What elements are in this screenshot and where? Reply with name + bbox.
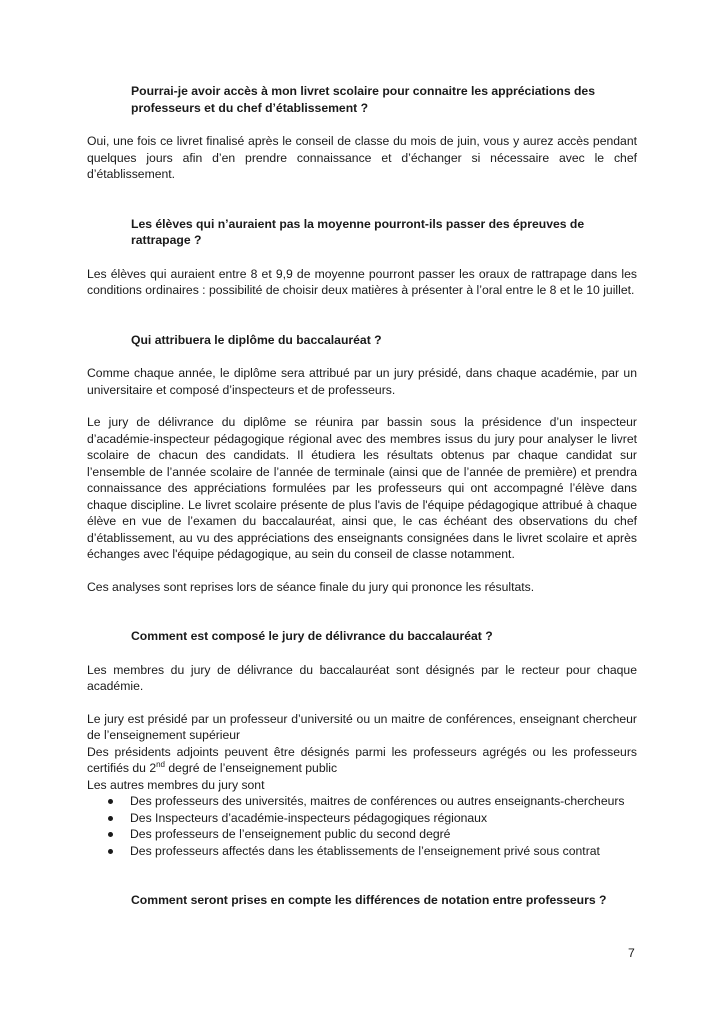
list-item-text: Des professeurs de l’enseignement public du second degré [130,827,451,841]
answer-paragraph: Comme chaque année, le diplôme sera attribué par un jury présidé, dans chaque académie, par un universitaire et composé d’inspecteurs et de professeurs. [87,366,637,397]
jury-adjoints-line [87,744,637,777]
bullet-icon [108,799,113,804]
bullet-icon [108,849,113,854]
question-heading: Qui attribuera le diplôme du baccalauréat ? [131,332,382,347]
answer-paragraph: Les membres du jury de délivrance du baccalauréat sont désignés par le recteur pour chaque académie. [87,662,637,693]
answer-paragraph: Le jury de délivrance du diplôme se réunira par bassin sous la présidence d’un inspecteur d’académie-inspecteur pédagogique régional avec des membres issus du jury pour analyser le livret scolaire de chacun des candidats. Il étudiera les résultats obtenus par chaque candidat sur l’ensemble de l’année scolaire de l’année de terminale (ainsi que de l’année de première) et prendra connaissance des appréciations formulées par les professeurs qui ont accompagné l’élève dans chaque discipline. Le livret scolaire présente de plus l'avis de l'équipe pédagogique attribué à chaque élève en vue de l’examen du baccalauréat, ainsi que, le cas échéant des observations du chef d’établissement, au vu des appréciations des enseignants consignées dans le livret scolaire et après échanges avec l'équipe pédagogique, au sein du conseil de classe notamment. [87,415,637,561]
page-number: 7 [628,946,635,960]
question-heading: Les élèves qui n’auraient pas la moyenne pourront-ils passer des épreuves de rattrapage ? [131,216,585,247]
list-item-text: Des professeurs affectés dans les établissements de l’enseignement privé sous contrat [130,843,600,858]
question-heading: Pourrai-je avoir accès à mon livret scolaire pour connaitre les appréciations des professeurs et du chef d’établissement ? [131,84,595,115]
page-content [87,83,637,909]
answer-paragraph: Les élèves qui auraient entre 8 et 9,9 de moyenne pourront passer les oraux de rattrapage dans les conditions ordinaires : possibilité de choisir deux matières à présenter à l’oral entre le 8 et le 10 juillet. [87,266,637,297]
list-item-text: Des professeurs des universités, maitres de conférences ou autres enseignants-chercheurs [130,794,625,808]
jury-members-list [87,793,637,859]
answer-paragraph: Ces analyses sont reprises lors de séance finale du jury qui prononce les résultats. [87,579,535,594]
jury-adjoints-text-end: degré de l’enseignement public [165,761,338,775]
question-heading: Comment est composé le jury de délivrance du baccalauréat ? [131,629,493,643]
jury-adjoints-text: Des présidents adjoints peuvent être désignés parmi les professeurs agrégés ou les professeurs certifiés du 2 [87,744,637,775]
jury-president-line: Le jury est présidé par un professeur d’université ou un maitre de conférences, enseignant chercheur de l’enseignement supérieur [87,711,637,742]
jury-members-intro: Les autres membres du jury sont [87,777,265,792]
ordinal-superscript: nd [156,759,166,769]
list-item [87,810,637,827]
list-item [87,793,637,810]
list-item [87,826,637,843]
list-item [87,843,637,860]
bullet-icon [108,816,113,821]
bullet-icon [108,832,113,837]
list-item-text: Des Inspecteurs d’académie-inspecteurs pédagogiques régionaux [130,810,488,825]
answer-paragraph: Oui, une fois ce livret finalisé après le conseil de classe du mois de juin, vous y aurez accès pendant quelques jours afin d’en prendre connaissance et d’échanger si nécessaire avec le chef d’établissement. [87,134,637,181]
question-heading: Comment seront prises en compte les différences de notation entre professeurs ? [131,893,607,907]
